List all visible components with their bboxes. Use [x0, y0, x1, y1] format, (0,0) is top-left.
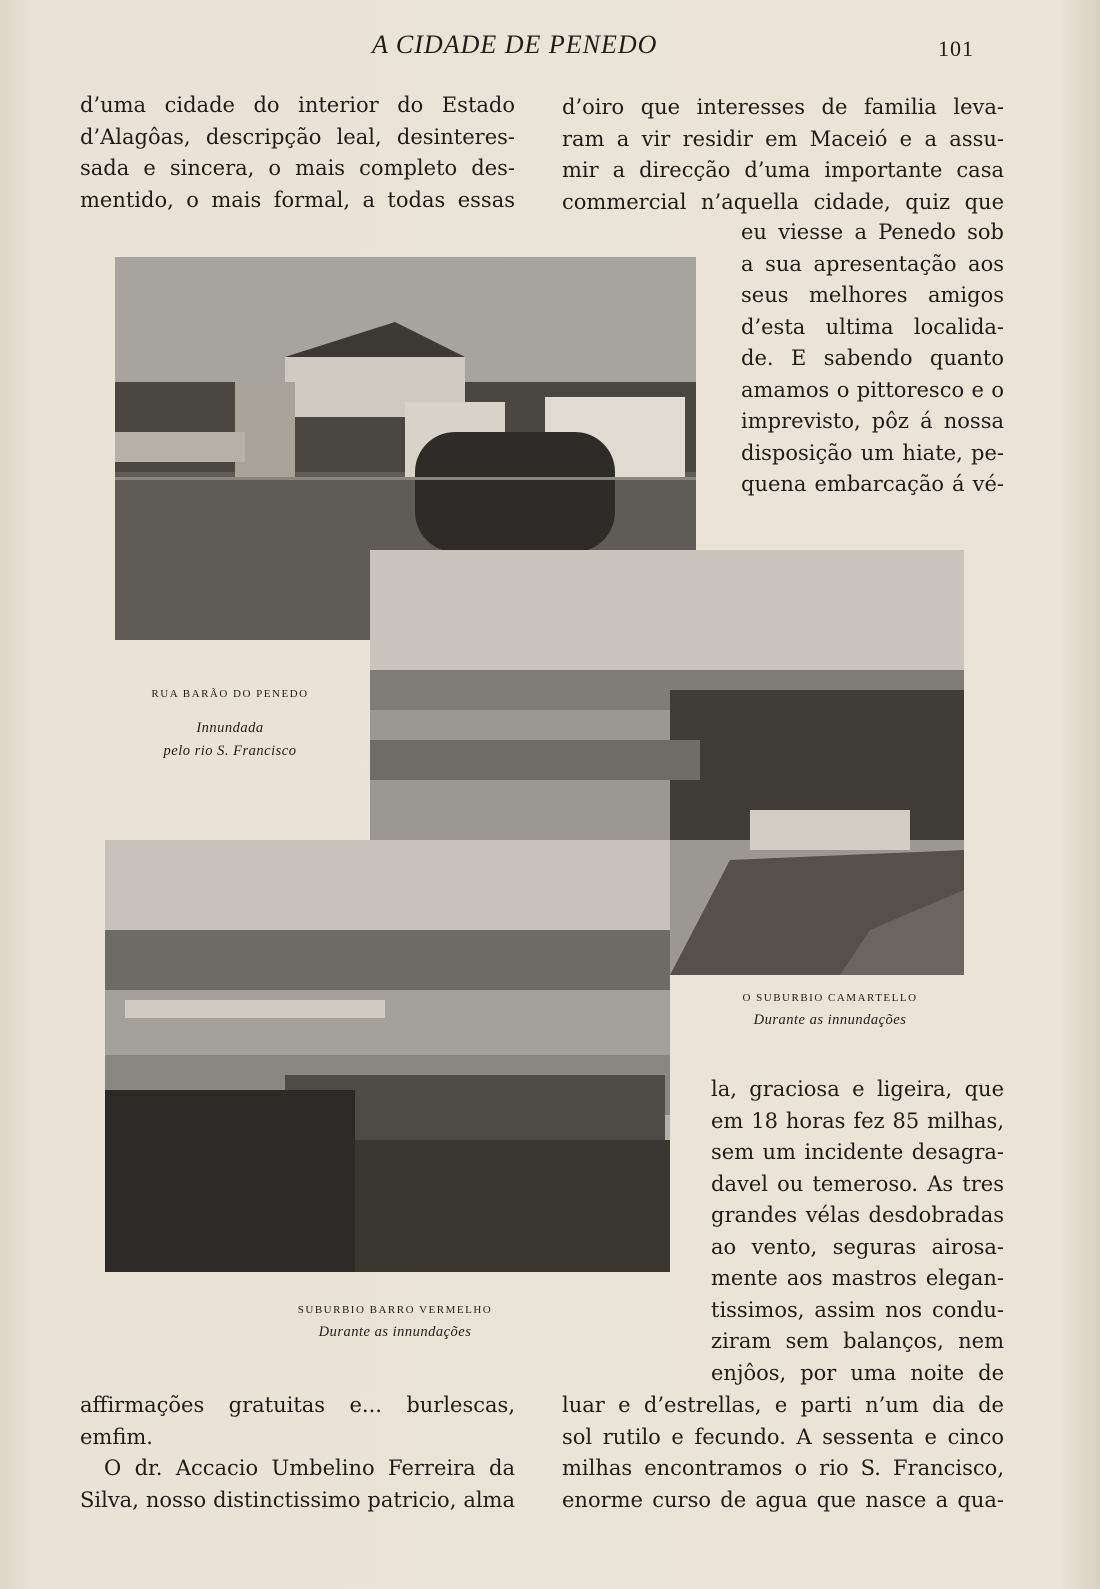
text-line: mir a direcção d’uma importante casa [562, 158, 1004, 182]
text-line: grandes vélas desdobradas [711, 1203, 1004, 1227]
text-line: sada e sincera, o mais completo des- [80, 156, 515, 180]
text-line: d’Alagôas, descripção leal, desinteres- [80, 124, 515, 149]
text-line: milhas encontramos o rio S. Francisco, [562, 1456, 1004, 1480]
text-line: eu viesse a Penedo sob [741, 220, 1004, 244]
right-column-mid-text [711, 1074, 1004, 1389]
text-line: mentido, o mais formal, a todas essas [80, 187, 515, 212]
caption-camartello [700, 992, 960, 1029]
caption-barro-vermelho [270, 1304, 520, 1341]
text-line: ao vento, seguras airosa- [711, 1234, 1004, 1259]
text-line: commercial n’aquella cidade, quiz que [562, 189, 1004, 214]
running-title: A CIDADE DE PENEDO [372, 30, 658, 59]
text-line: seus melhores amigos [741, 283, 1004, 307]
text-line: amamos o pittoresco e o [741, 377, 1004, 402]
text-line: Silva, nosso distinctissimo patricio, alma [80, 1487, 515, 1512]
text-line: d’oiro que interesses de familia leva- [562, 95, 1004, 119]
text-line: luar e d’estrellas, e parti n’um dia de [562, 1393, 1004, 1417]
caption-line: Innundada [196, 720, 264, 736]
text-line: O dr. Accacio Umbelino Ferreira da [104, 1456, 515, 1480]
caption-title: SUBURBIO BARRO VERMELHO [297, 1304, 493, 1316]
text-line: disposição um hiate, pe- [741, 440, 1004, 465]
caption-title: O SUBURBIO CAMARTELLO [742, 992, 918, 1004]
right-column-narrow-text [741, 217, 1004, 501]
left-column-bottom-text [80, 1390, 515, 1516]
page-number: 101 [938, 36, 974, 61]
text-line: enorme curso de agua que nasce a qua- [562, 1487, 1004, 1512]
caption-line: Durante as innundações [753, 1012, 907, 1028]
right-column-bottom-text [562, 1390, 1004, 1516]
text-line: quena embarcação á vé- [741, 472, 1004, 496]
left-column-top-text [80, 90, 515, 216]
text-line: emfim. [80, 1424, 153, 1449]
text-line: a sua apresentação aos [741, 251, 1004, 276]
text-line: enjôos, por uma noite de [711, 1360, 1004, 1385]
photo-suburbio-barro-vermelho [105, 840, 670, 1272]
caption-title: RUA BARÃO DO PENEDO [151, 688, 309, 700]
text-line: de. E sabendo quanto [741, 346, 1004, 370]
text-line: sem um incidente desagra- [711, 1140, 1004, 1164]
text-line: davel ou temeroso. As tres [711, 1171, 1004, 1196]
caption-line: Durante as innundações [318, 1324, 472, 1340]
text-line: mente aos mastros elegan- [711, 1266, 1004, 1290]
text-line: imprevisto, pôz á nossa [741, 409, 1004, 433]
text-line: d’esta ultima localida- [741, 314, 1004, 339]
text-line: em 18 horas fez 85 milhas, [711, 1108, 1004, 1133]
caption-line: pelo rio S. Francisco [163, 743, 297, 759]
text-line: tissimos, assim nos condu- [711, 1297, 1004, 1322]
text-line: sol rutilo e fecundo. A sessenta e cinco [562, 1424, 1004, 1449]
caption-rua-barao [140, 688, 320, 760]
text-line: ram a vir residir em Maceió e a assu- [562, 126, 1004, 151]
text-line: ziram sem balanços, nem [711, 1329, 1004, 1353]
text-line: d’uma cidade do interior do Estado [80, 93, 515, 117]
text-line: la, graciosa e ligeira, que [711, 1077, 1004, 1101]
right-column-top-text [562, 92, 1004, 218]
text-line: affirmações gratuitas e... burlescas, [80, 1393, 515, 1417]
